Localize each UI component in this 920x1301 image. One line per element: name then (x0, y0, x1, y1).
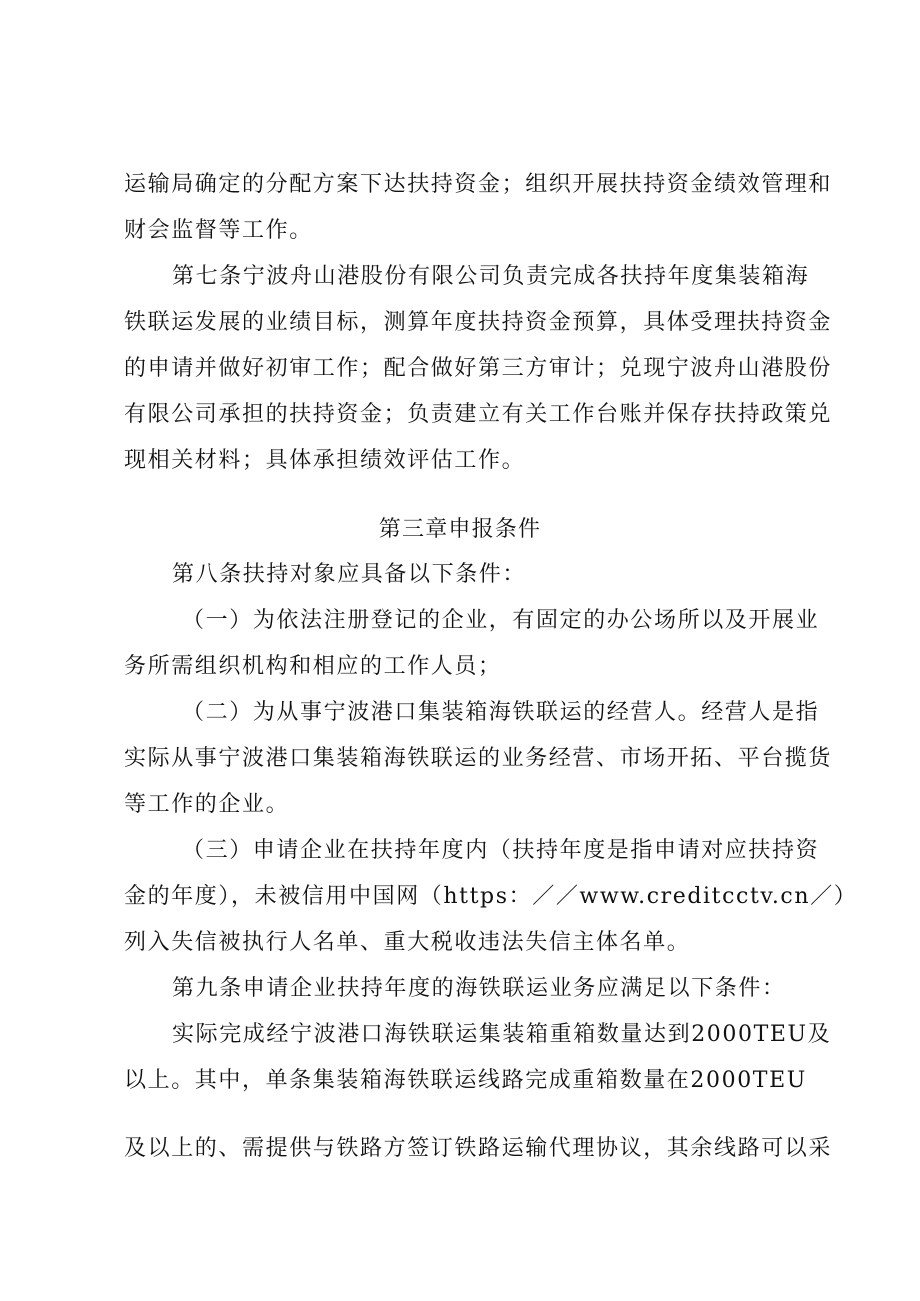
text-line: 以上。其中，单条集装箱海铁联运线路完成重箱数量在2000TEU (124, 1068, 807, 1093)
text-line: 务所需组织机构和相应的工作人员； (124, 654, 502, 679)
text-line: 铁联运发展的业绩目标，测算年度扶持资金预算，具体受理扶持资金 (124, 310, 833, 335)
text-line: 金的年度），未被信用中国网（https：／／www.creditcctv.cn／） (124, 884, 858, 909)
text-line: 的申请并做好初审工作；配合做好第三方审计；兑现宁波舟山港股份 (124, 356, 833, 381)
text-line: 等工作的企业。 (124, 792, 290, 817)
chapter-heading: 第三章申报条件 (378, 517, 542, 542)
text-line: 及以上的、需提供与铁路方签订铁路运输代理协议，其余线路可以采 (124, 1136, 833, 1161)
text-line: 列入失信被执行人名单、重大税收违法失信主体名单。 (124, 930, 691, 955)
text-line: 有限公司承担的扶持资金；负责建立有关工作台账并保存扶持政策兑 (124, 402, 833, 427)
clause-3-start: （三）申请企业在扶持年度内（扶持年度是指申请对应扶持资 (182, 838, 820, 863)
text-line: 运输局确定的分配方案下达扶持资金；组织开展扶持资金绩效管理和 (124, 172, 833, 197)
article-8-start: 第八条扶持对象应具备以下条件： (172, 562, 527, 587)
clause-2-start: （二）为从事宁波港口集装箱海铁联运的经营人。经营人是指 (182, 700, 820, 725)
text-line: 实际完成经宁波港口海铁联运集装箱重箱数量达到2000TEU及 (172, 1022, 832, 1047)
clause-1-start: （一）为依法注册登记的企业，有固定的办公场所以及开展业 (182, 608, 820, 633)
article-7-start: 第七条宁波舟山港股份有限公司负责完成各扶持年度集装箱海 (172, 264, 810, 289)
text-line: 现相关材料；具体承担绩效评估工作。 (124, 448, 526, 473)
text-line: 财会监督等工作。 (124, 218, 313, 243)
text-line: 实际从事宁波港口集装箱海铁联运的业务经营、市场开拓、平台揽货 (124, 746, 833, 771)
article-9-start: 第九条申请企业扶持年度的海铁联运业务应满足以下条件： (172, 976, 786, 1001)
